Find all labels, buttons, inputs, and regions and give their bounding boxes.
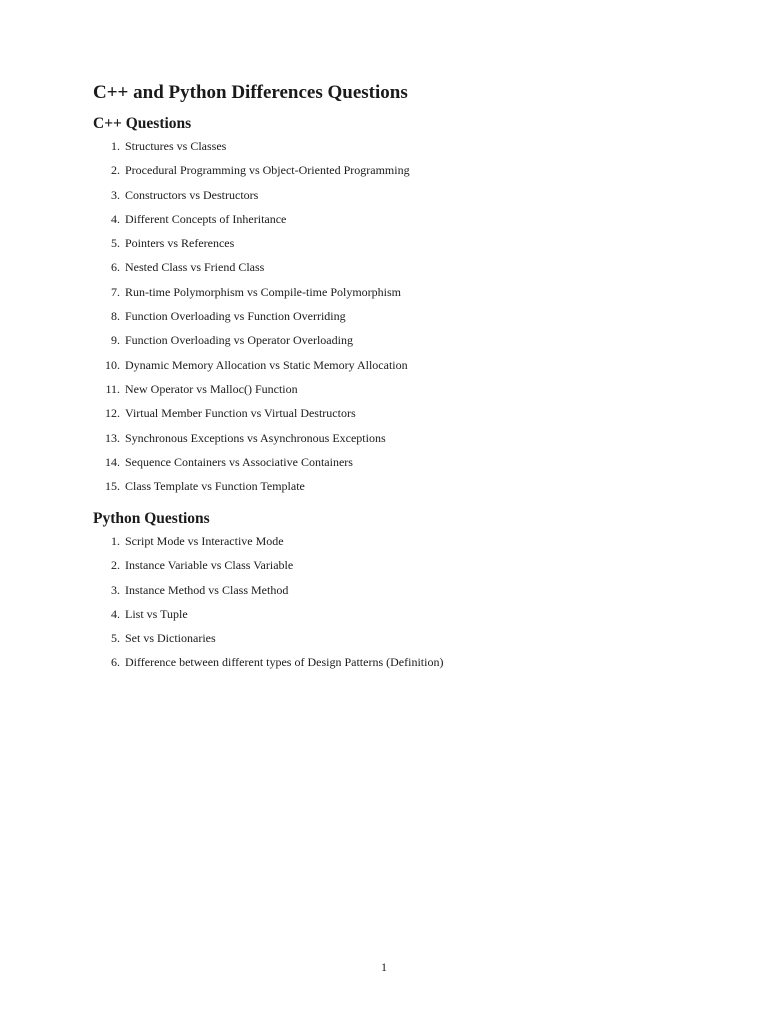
item-number: 4. <box>111 211 120 226</box>
item-text: Difference between different types of Design Patterns (Definition) <box>125 655 444 670</box>
item-number: 13. <box>105 430 120 445</box>
item-number: 10. <box>105 357 120 372</box>
item-text: Procedural Programming vs Object-Oriented Programming <box>125 163 410 178</box>
item-text: Structures vs Classes <box>125 139 227 153</box>
item-text: Constructors vs Destructors <box>125 187 259 202</box>
item-number: 3. <box>111 582 120 597</box>
page-number: 1 <box>381 960 387 974</box>
item-text: Nested Class vs Friend Class <box>125 260 265 275</box>
item-text: List vs Tuple <box>125 606 188 621</box>
item-text: Run-time Polymorphism vs Compile-time Polymorphism <box>125 284 402 299</box>
item-text: Virtual Member Function vs Virtual Destructors <box>125 406 356 421</box>
item-number: 8. <box>111 309 120 324</box>
item-number: 5. <box>111 236 120 251</box>
item-number: 9. <box>111 333 120 348</box>
cpp-section-heading: C++ Questions <box>93 115 192 132</box>
item-text: Script Mode vs Interactive Mode <box>125 534 284 548</box>
item-number: 12. <box>105 406 120 421</box>
item-text: Function Overloading vs Operator Overloading <box>125 333 353 348</box>
item-number: 15. <box>105 479 120 494</box>
item-number: 11. <box>105 381 120 396</box>
item-text: Instance Variable vs Class Variable <box>125 558 294 573</box>
item-text: Pointers vs References <box>125 236 235 251</box>
python-section-heading: Python Questions <box>93 510 210 527</box>
item-number: 4. <box>111 606 120 621</box>
item-number: 1. <box>111 139 120 153</box>
item-number: 7. <box>111 284 120 299</box>
item-text: New Operator vs Malloc() Function <box>125 381 298 396</box>
item-number: 3. <box>111 187 120 202</box>
item-text: Different Concepts of Inheritance <box>125 211 287 226</box>
item-text: Instance Method vs Class Method <box>125 582 289 597</box>
item-text: Dynamic Memory Allocation vs Static Memory Allocation <box>125 357 408 372</box>
item-number: 1. <box>111 534 120 548</box>
item-number: 5. <box>111 631 120 646</box>
item-number: 14. <box>105 454 120 469</box>
item-text: Class Template vs Function Template <box>125 479 305 494</box>
item-text: Synchronous Exceptions vs Asynchronous Exceptions <box>125 430 386 445</box>
item-number: 2. <box>111 163 120 178</box>
item-number: 6. <box>111 260 120 275</box>
item-number: 2. <box>111 558 120 573</box>
item-text: Function Overloading vs Function Overriding <box>125 309 346 324</box>
item-number: 6. <box>111 655 120 670</box>
document-title: C++ and Python Differences Questions <box>93 82 408 103</box>
item-text: Set vs Dictionaries <box>125 631 216 646</box>
item-text: Sequence Containers vs Associative Containers <box>125 454 353 469</box>
